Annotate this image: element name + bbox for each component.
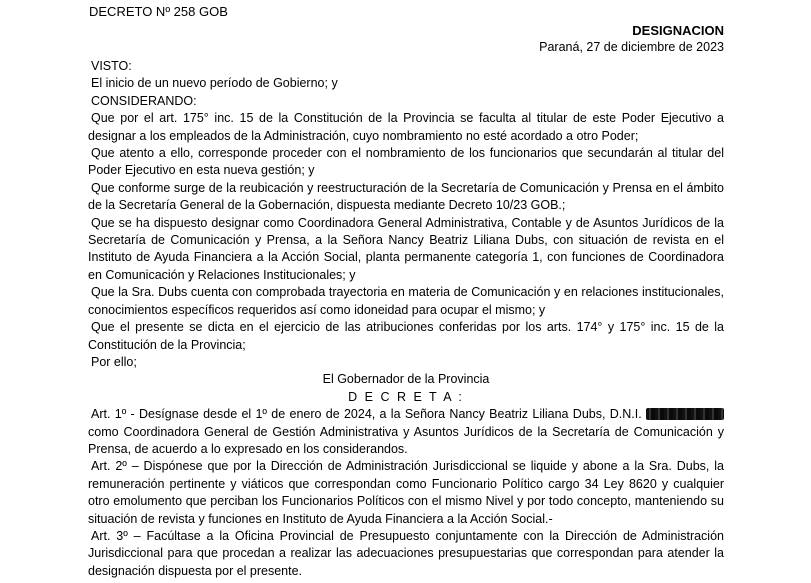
considerando-4: Que se ha dispuesto designar como Coordinadora General Administrativa, Contable y de Asuntos Jurídicos de la Secretaría de Comunicación y Prensa, a la Señora Nancy Beatriz Liliana Dubs, con situación de revista en el Instituto de Ayuda Financiera a la Acción Social, planta permanente categoría 1, con funciones de Coordinadora en Comunicación y Relaciones Institucionales; y xyxy=(88,215,724,282)
por-ello: Por ello; xyxy=(91,354,137,369)
redacted-dni-block xyxy=(646,408,724,420)
article-1-text-end: como Coordinadora General de Gestión Administrativa y Asuntos Jurídicos de la Secretaría de Comunicación y Prensa, de acuerdo a lo expresado en los considerandos. xyxy=(88,424,724,456)
article-2: Art. 2º – Dispónese que por la Dirección de Administración Jurisdiccional se liquide y abone a la Sra. Dubs, la remuneración pertinente y viáticos que correspondan como Funcionario Político cargo 34 Ley 8620 y cualquier otro emolumento que perciban los Funcionarios Políticos con el mismo Nivel y por todo concepto, manteniendo su situación de revista y funciones en Instituto de Ayuda Financiera a la Acción Social.- xyxy=(88,459,724,526)
place-date: Paraná, 27 de diciembre de 2023 xyxy=(539,40,724,54)
considerando-2: Que atento a ello, corresponde proceder con el nombramiento de los funcionarios que secundarán al titular del Poder Ejecutivo en esta nueva gestión; y xyxy=(88,146,724,178)
article-3: Art. 3º – Facúltase a la Oficina Provincial de Presupuesto conjuntamente con la Dirección de Administración Jurisdiccional para que procedan a realizar las adecuaciones presupuestarias que correspondan para atender la designación dispuesta por el presente. xyxy=(88,528,724,578)
visto-heading: VISTO: xyxy=(91,59,132,73)
designation-heading: DESIGNACION xyxy=(632,23,724,38)
considerando-6: Que el presente se dicta en el ejercicio de las atribuciones conferidas por los arts. 174° y 175° inc. 15 de la Constitución de la Provincia; xyxy=(88,320,724,352)
considerando-3: Que conforme surge de la reubicación y reestructuración de la Secretaría de Comunicación y Prensa en el ámbito de la Secretaría General de la Gobernación, dispuesta mediante Decreto 10/23 GOB.; xyxy=(88,180,724,213)
considerando-5: Que la Sra. Dubs cuenta con comprobada trayectoria en materia de Comunicación y en relaciones institucionales, conocimientos específicos requeridos así como idoneidad para ocupar el mismo; y xyxy=(88,285,724,317)
decree-number: DECRETO Nº 258 GOB xyxy=(89,4,228,19)
considerando-1: Que por el art. 175° inc. 15 de la Constitución de la Provincia se faculta al titular de este Poder Ejecutivo a designar a los empleados de la Administración, cuyo nombramiento no esté acordado a otro Poder; xyxy=(88,111,724,143)
visto-text: El inicio de un nuevo período de Gobierno; y xyxy=(91,76,338,91)
article-1 xyxy=(88,406,724,458)
article-1-text-start: Art. 1º - Desígnase desde el 1º de enero de 2024, a la Señora Nancy Beatriz Liliana Dubs, D.N.I. xyxy=(91,407,646,422)
decreta-heading: D E C R E T A : xyxy=(348,389,464,404)
decree-body xyxy=(88,58,724,580)
governor-line: El Gobernador de la Provincia xyxy=(322,372,490,387)
considerando-heading: CONSIDERANDO: xyxy=(91,93,197,108)
